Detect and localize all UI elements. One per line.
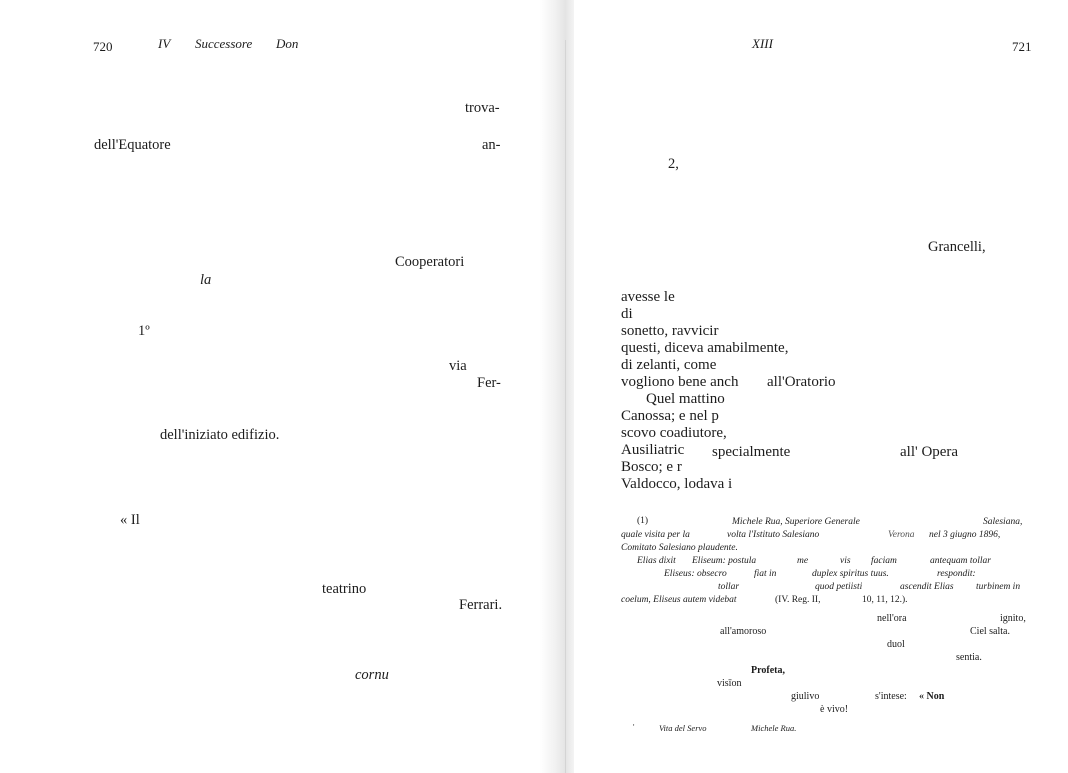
footnote-text: ascendit Elias	[900, 582, 954, 592]
footnote-text: Michele Rua, Superiore Generale	[732, 517, 860, 527]
footnote-text: faciam	[871, 556, 897, 566]
poem-word: Profeta,	[751, 665, 785, 676]
body-line: vogliono bene anch	[621, 374, 739, 390]
text-fragment: la	[200, 272, 212, 288]
poem-word: visīon	[717, 678, 742, 689]
page-gutter	[540, 0, 574, 773]
footnote-text: fiat in	[754, 569, 777, 579]
poem-word: all'amoroso	[720, 626, 767, 637]
footnote-text: Eliseus: obsecro	[664, 569, 727, 579]
footnote-text: respondit:	[937, 569, 976, 579]
poem-word: è vivo!	[820, 704, 849, 715]
footnote-text: volta l'Istituto Salesiano	[727, 530, 820, 540]
footnote-text: Elias dixit	[637, 556, 676, 566]
body-line: all'Oratorio	[767, 374, 836, 390]
poem-word: sentia.	[956, 652, 982, 663]
body-line: di zelanti, come	[621, 357, 717, 373]
bottom-note-dot: ·	[632, 721, 636, 731]
text-fragment: Ferrari.	[459, 597, 503, 613]
footnote-text: Verona	[888, 530, 915, 540]
body-line: Quel mattino	[646, 391, 725, 407]
body-line: Bosco; e r	[621, 459, 682, 475]
bottom-note-text: Vita del Servo	[659, 723, 707, 733]
footnote-text: quod petiisti	[815, 582, 863, 592]
page-number-left: 720	[93, 39, 113, 54]
footnote-text: nel 3 giugno 1896,	[929, 530, 1001, 540]
footnote-text: antequam tollar	[930, 556, 991, 566]
text-fragment: « Il	[120, 512, 140, 528]
running-head-title-left: Successore	[195, 36, 253, 51]
running-head-chapter-left: IV	[158, 36, 171, 51]
text-fragment: dell'iniziato edifizio.	[160, 427, 280, 443]
body-line: specialmente	[712, 444, 791, 460]
footnote-text: 10, 11, 12.).	[862, 595, 908, 605]
footnote-ref: (1)	[637, 516, 649, 526]
footnote-text: vis	[840, 556, 851, 566]
text-fragment: via	[449, 358, 467, 374]
body-line: sonetto, ravvicir	[621, 323, 719, 339]
poem-word: Ciel salta.	[970, 626, 1010, 637]
text-fragment: an-	[482, 137, 501, 153]
poem-word: s'intese:	[875, 691, 907, 702]
poem-word: « Non	[919, 691, 945, 702]
footnote-text: me	[797, 556, 809, 566]
text-fragment: Grancelli,	[928, 239, 986, 255]
footnote-text: tollar	[718, 582, 740, 592]
body-line: Ausiliatric	[621, 442, 685, 458]
bottom-note-text: Michele Rua.	[751, 723, 797, 733]
text-fragment: cornu	[355, 667, 389, 683]
body-line: questi, diceva amabilmente,	[621, 340, 789, 356]
page-number-right: 721	[1012, 39, 1032, 54]
body-line: Canossa; e nel p	[621, 408, 719, 424]
text-fragment: dell'Equatore	[94, 137, 171, 153]
text-fragment: trova-	[465, 100, 500, 116]
running-head-title-left-2: Don	[276, 36, 299, 51]
section-marker: 2,	[668, 156, 679, 172]
gutter-fold-line	[565, 40, 566, 773]
text-fragment: Cooperatori	[395, 254, 465, 270]
running-head-chapter-right: XIII	[752, 36, 773, 51]
text-fragment: teatrino	[322, 581, 367, 597]
footnote-text: coelum, Eliseus autem videbat	[621, 595, 737, 605]
poem-word: nell'ora	[877, 613, 907, 624]
body-line: di	[621, 306, 633, 322]
poem-word: giulivo	[791, 691, 820, 702]
body-line: all' Opera	[900, 444, 959, 460]
body-line: Valdocco, lodava i	[621, 476, 733, 492]
footnote-text: Salesiana,	[983, 517, 1023, 527]
footnote-text: (IV. Reg. II,	[775, 595, 821, 605]
body-line: scovo coadiutore,	[621, 425, 727, 441]
poem-word: ignito,	[1000, 613, 1026, 624]
text-fragment: Fer-	[477, 375, 501, 391]
footnote-text: duplex spiritus tuus.	[812, 569, 889, 579]
poem-word: duol	[887, 639, 905, 650]
body-line: avesse le	[621, 289, 675, 305]
footnote-ref: 1º	[138, 323, 150, 339]
footnote-text: quale visita per la	[621, 530, 690, 540]
footnote-text: turbinem in	[976, 582, 1021, 592]
footnote-text: Comitato Salesiano plaudente.	[621, 543, 738, 553]
footnote-text: Eliseum: postula	[692, 556, 757, 566]
